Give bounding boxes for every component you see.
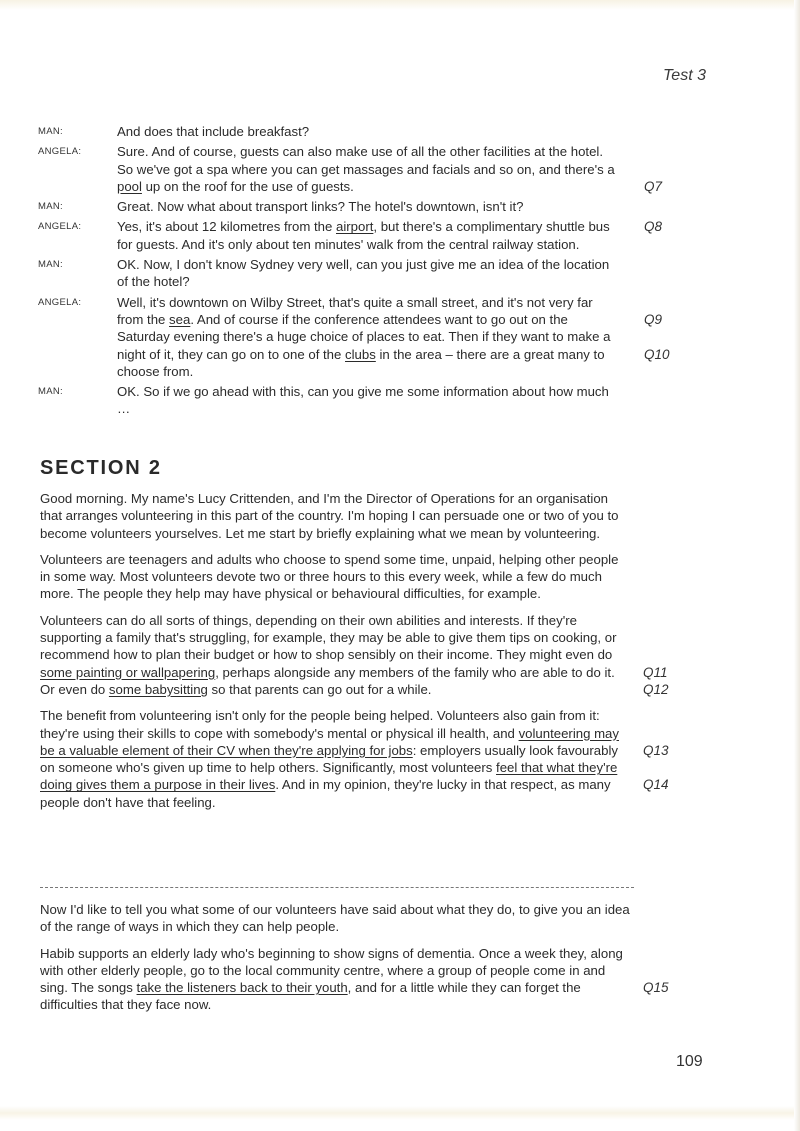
dialogue-turn bbox=[38, 294, 678, 380]
speaker-line bbox=[117, 294, 622, 380]
text-run: OK. Now, I don't know Sydney very well, can you just give me an idea of the location of the hotel? bbox=[117, 257, 610, 290]
underlined-answer: volunteering may be a valuable element of their CV when they're applying for jobs bbox=[40, 725, 619, 758]
underlined-answer: airport bbox=[336, 219, 374, 235]
page-number: 109 bbox=[676, 1053, 703, 1070]
text-run: so that parents can go out for a while. bbox=[207, 681, 432, 697]
speaker-line bbox=[117, 383, 622, 418]
speaker-label: ANGELA: bbox=[38, 296, 82, 308]
underlined-answer: some painting or wallpapering bbox=[40, 664, 216, 680]
section-2-paragraphs bbox=[40, 490, 669, 820]
text-run: Habib supports an elderly lady who's beginning to show signs of dementia. Once a week they, along with other elderly people, go to the local community centre, where a group of people come in and sing. The songs bbox=[40, 945, 623, 996]
question-marker: Q11 bbox=[643, 664, 668, 680]
text-run: , and for a little while they can forget the difficulties that they face now. bbox=[40, 980, 581, 1013]
text-run: , but there's a complimentary shuttle bus for guests. And it's only about ten minutes' walk from the central railway station. bbox=[117, 219, 610, 252]
text-run: , perhaps alongside any members of the family who are able to do it. Or even do bbox=[40, 664, 615, 697]
page-right-edge bbox=[794, 0, 800, 1131]
text-run: Volunteers can do all sorts of things, depending on their own abilities and interests. If they're supporting a family that's struggling, for example, they may be able to give them tips on cooking, or recommend how to plan their budget or how to shop sensibly on their income. They might even do bbox=[40, 612, 617, 663]
dialogue-turn bbox=[38, 123, 678, 140]
question-marker: Q10 bbox=[644, 346, 670, 362]
speaker-line bbox=[117, 218, 622, 253]
dialogue-transcript bbox=[38, 123, 678, 421]
paragraph bbox=[40, 707, 669, 811]
text-run: Yes, it's about 12 kilometres from the bbox=[117, 219, 336, 235]
text-run: Now I'd like to tell you what some of our volunteers have said about what they do, to give you an idea of the range of ways in which they can help people. bbox=[40, 902, 630, 935]
question-marker: Q8 bbox=[644, 219, 663, 235]
text-run: : employers usually look favourably on someone who's given up time to help others. Significantly, most volunteers bbox=[40, 742, 618, 776]
speaker-label: MAN: bbox=[38, 126, 63, 137]
speaker-label: ANGELA: bbox=[38, 221, 82, 233]
text-run: Sure. And of course, guests can also make use of all the other facilities at the hotel. So we've got a spa where you can get massages and facials and so on, and there's a bbox=[117, 144, 615, 177]
text-run: . And in my opinion, they're lucky in that respect, as many people don't have that feeling. bbox=[40, 777, 611, 810]
section-2-continued-paragraphs bbox=[40, 901, 669, 1023]
underlined-answer: sea bbox=[169, 311, 191, 327]
underlined-answer: pool bbox=[117, 178, 142, 194]
speaker-label: MAN: bbox=[38, 259, 63, 271]
underlined-answer: clubs bbox=[345, 346, 376, 362]
speaker-line bbox=[117, 256, 622, 291]
dashed-divider bbox=[40, 887, 634, 888]
paragraph bbox=[40, 612, 669, 698]
question-marker: Q14 bbox=[643, 777, 669, 793]
speaker-line bbox=[117, 123, 622, 140]
underlined-answer: take the listeners back to their youth bbox=[136, 980, 348, 996]
speaker-label: MAN: bbox=[38, 201, 63, 213]
text-run: And does that include breakfast? bbox=[117, 124, 310, 139]
text-run: Good morning. My name's Lucy Crittenden, and I'm the Director of Operations for an organisation that arranges volunteering in this part of the country. I'm hoping I can persuade one or two of you to become volunteers yourselves. Let me start by briefly explaining what we mean by volunteering. bbox=[40, 491, 619, 541]
underlined-answer: feel that what they're doing gives them a purpose in their lives bbox=[40, 760, 618, 793]
question-marker: Q13 bbox=[643, 742, 669, 758]
question-marker: Q9 bbox=[644, 311, 663, 327]
section-heading: SECTION 2 bbox=[40, 457, 162, 479]
text-run: The benefit from volunteering isn't only for the people being helped. Volunteers also gain from it: they're using their skills to cope with somebody's mental or physical ill health, and bbox=[40, 708, 600, 741]
speaker-line bbox=[117, 143, 622, 195]
dialogue-turn bbox=[38, 218, 678, 253]
paragraph bbox=[40, 490, 630, 542]
paragraph bbox=[40, 945, 669, 1014]
text-run: OK. So if we go ahead with this, can you give me some information about how much … bbox=[117, 384, 609, 417]
question-marker: Q12 bbox=[643, 681, 669, 697]
question-marker: Q7 bbox=[644, 178, 663, 194]
paragraph bbox=[40, 901, 630, 936]
dialogue-turn bbox=[38, 383, 678, 418]
dialogue-turn bbox=[38, 198, 678, 215]
dialogue-turn bbox=[38, 256, 678, 291]
speaker-label: ANGELA: bbox=[38, 146, 82, 158]
question-marker: Q15 bbox=[643, 980, 669, 996]
underlined-answer: some babysitting bbox=[108, 681, 208, 697]
text-run: . And of course if the conference attendees want to go out on the Saturday evening there's a huge choice of places to eat. Then if they want to make a night of it, they can go on to one of the bbox=[117, 311, 611, 362]
text-run: Well, it's downtown on Wilby Street, that's quite a small street, and it's not very far from the bbox=[117, 294, 593, 327]
text-run: up on the roof for the use of guests. bbox=[141, 178, 354, 194]
paragraph bbox=[40, 551, 630, 603]
text-run: Great. Now what about transport links? The hotel's downtown, isn't it? bbox=[117, 199, 524, 215]
speaker-line bbox=[117, 198, 622, 215]
page-top-edge bbox=[0, 0, 800, 10]
text-run: in the area – there are a great many to choose from. bbox=[117, 346, 605, 379]
page-bottom-edge bbox=[0, 1106, 800, 1120]
speaker-label: MAN: bbox=[38, 386, 63, 398]
running-header-test-label: Test 3 bbox=[663, 67, 706, 84]
dialogue-turn bbox=[38, 143, 678, 195]
text-run: Volunteers are teenagers and adults who choose to spend some time, unpaid, helping other people in some way. Most volunteers devote two or three hours to this every week, while a few do much more. The people they help may have physical or behavioural difficulties, for example. bbox=[40, 551, 619, 602]
